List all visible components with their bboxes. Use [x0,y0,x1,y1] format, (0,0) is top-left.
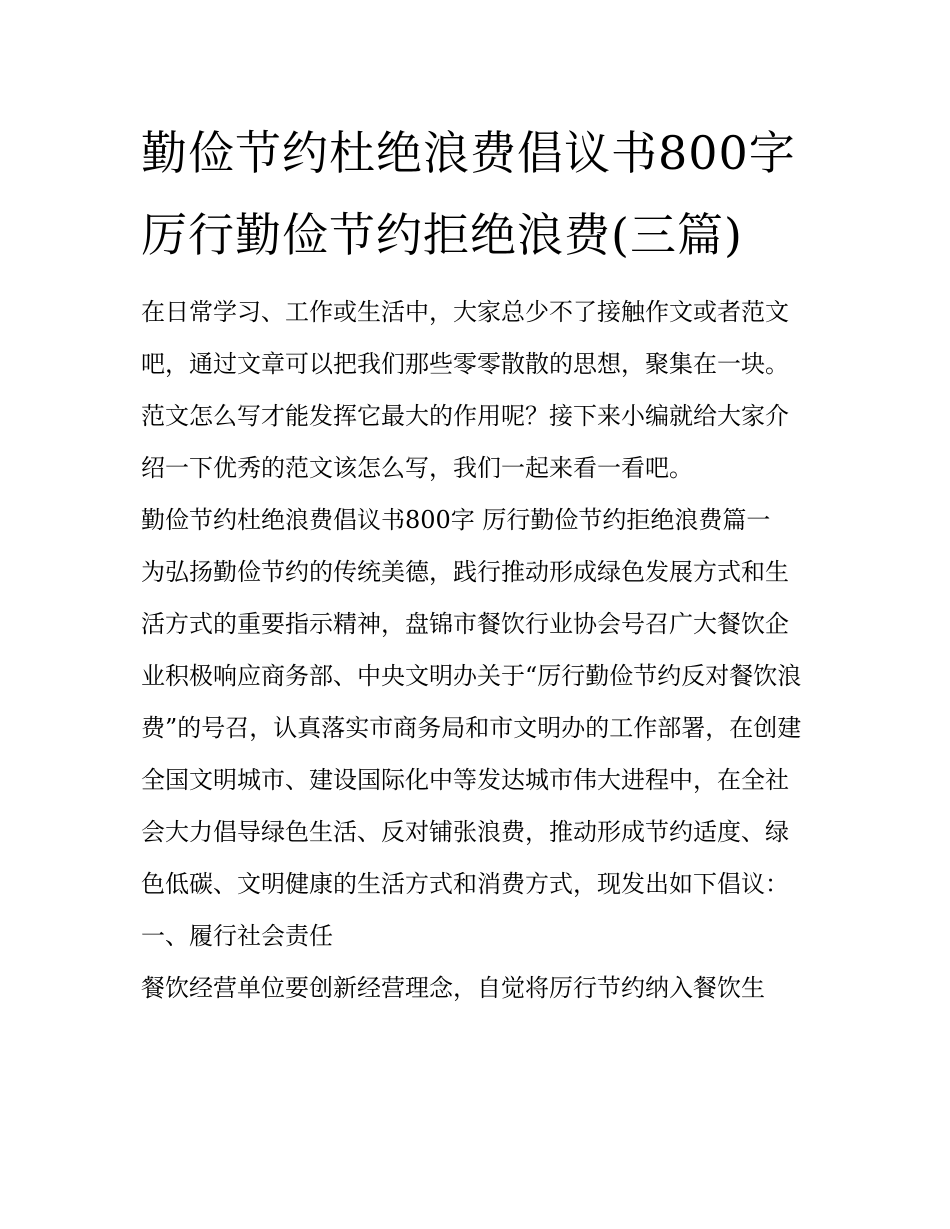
section-heading: 勤俭节约杜绝浪费倡议书800字 厉行勤俭节约拒绝浪费篇一 [141,506,771,534]
intro-paragraph: 在日常学习、工作或生活中，大家总少不了接触作文或者范文吧，通过文章可以把我们那些零零散散的思想，聚集在一块。范文怎么写才能发挥它最大的作用呢？接下来小编就给大家介绍一下优秀的范文该怎么写，我们一起来看一看吧。 [141,298,789,482]
document-title: 勤俭节约杜绝浪费倡议书800字 厉行勤俭节约拒绝浪费(三篇) [141,126,796,262]
body-paragraph: 为弘扬勤俭节约的传统美德，践行推动形成绿色发展方式和生活方式的重要指示精神，盘锦市餐饮行业协会号召广大餐饮企业积极响应商务部、中央文明办关于“厉行勤俭节约反对餐饮浪费”的号召，认真落实市商务局和市文明办的工作部署，在创建全国文明城市、建设国际化中等发达城市伟大进程中，在全社会大力倡导绿色生活、反对铺张浪费，推动形成节约适度、绿色低碳、文明健康的生活方式和消费方式，现发出如下倡议： [141,558,802,898]
document-body [141,286,811,1014]
subheading: 一、履行社会责任 [141,922,333,950]
body-paragraph: 餐饮经营单位要创新经营理念，自觉将厉行节约纳入餐饮生 [141,974,765,1002]
document-content [141,112,811,1014]
